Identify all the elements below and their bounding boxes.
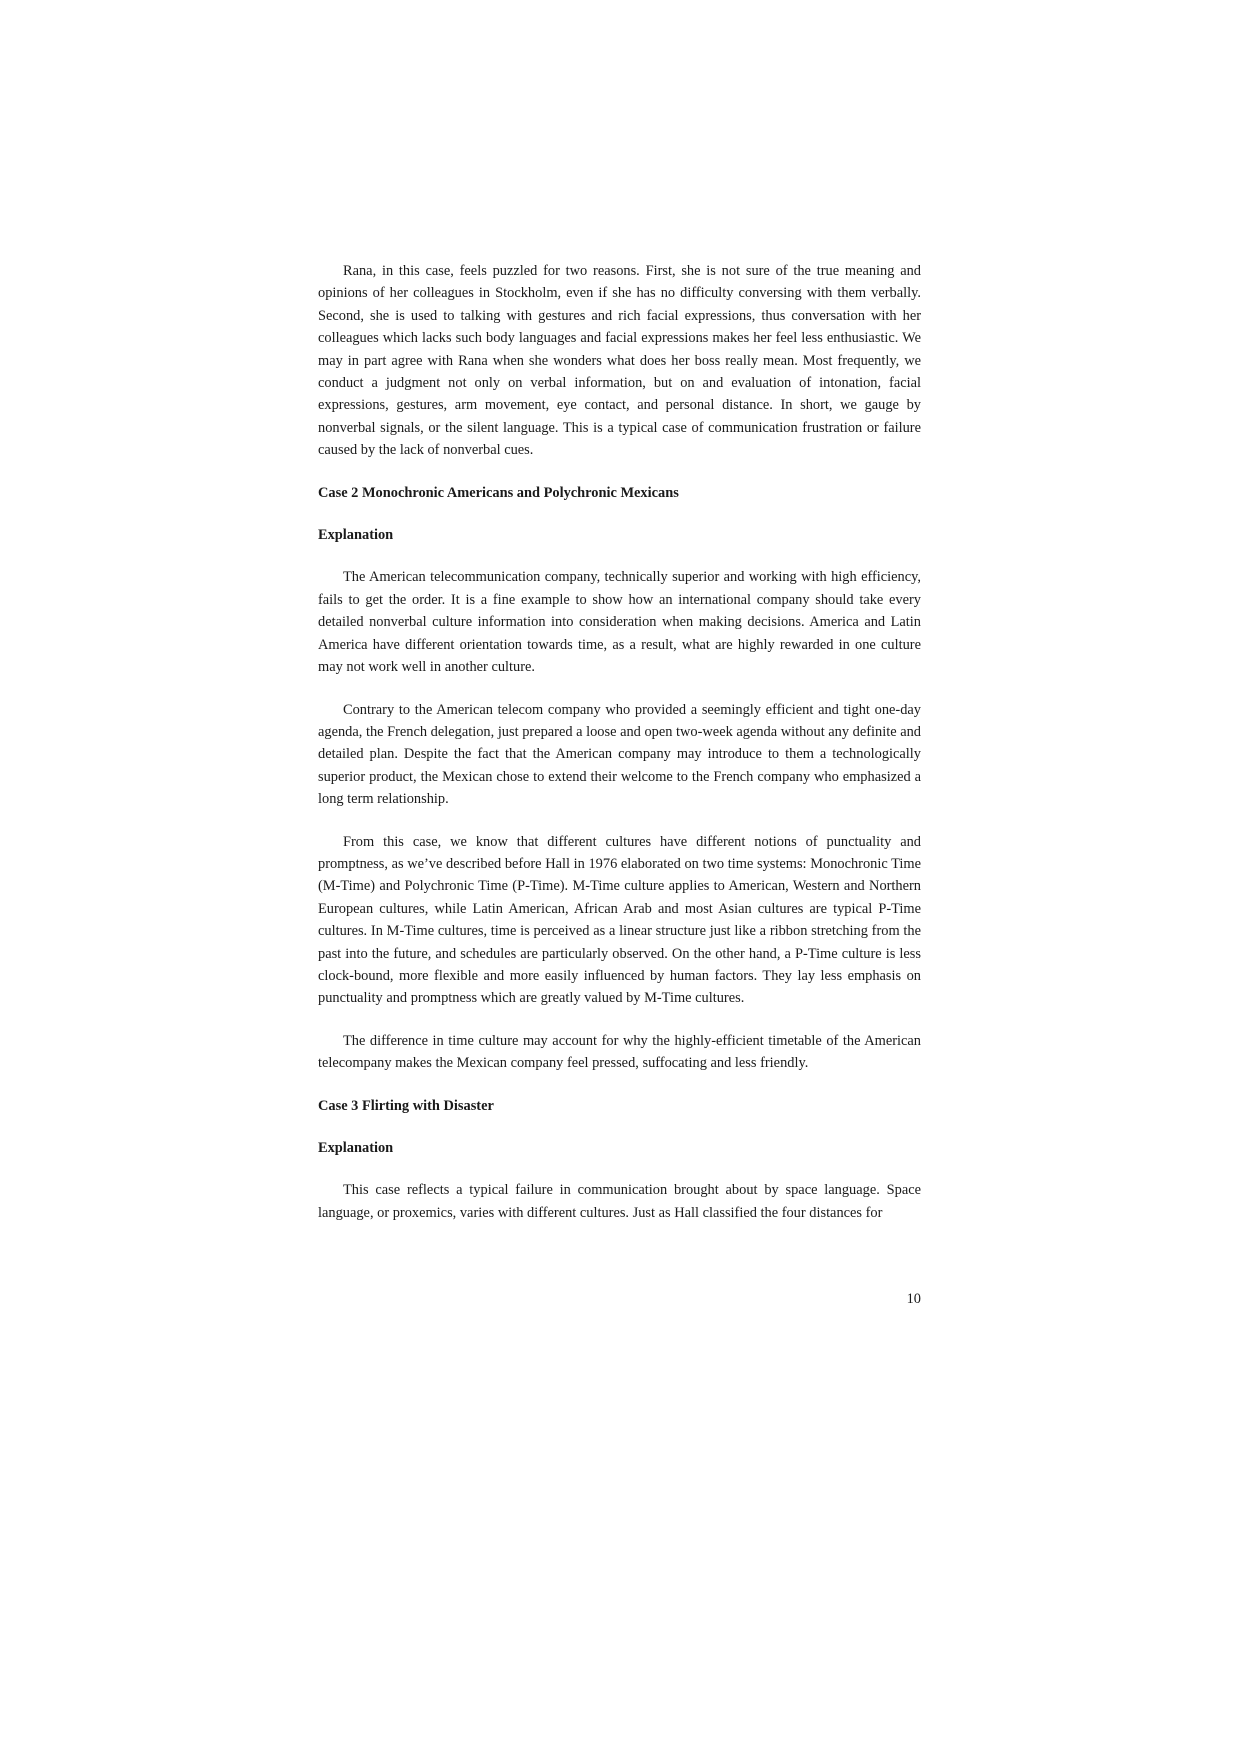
body-paragraph: Rana, in this case, feels puzzled for two reasons. First, she is not sure of the true meaning and opinions of her colleagues in Stockholm, even if she has no difficulty conversing with them verbally. Second, she is used to talking with gestures and rich facial expressions, thus conversation with her colleagues which lacks such body languages and facial expressions makes her feel less enthusiastic. We may in part agree with Rana when she wonders what does her boss really mean. Most frequently, we conduct a judgment not only on verbal information, but on and evaluation of intonation, facial expressions, gestures, arm movement, eye contact, and personal distance. In short, we gauge by nonverbal signals, or the silent language. This is a typical case of communication frustration or failure caused by the lack of nonverbal cues.	[318, 263, 921, 459]
body-paragraph: From this case, we know that different cultures have different notions of punctuality and promptness, as we’ve described before Hall in 1976 elaborated on two time systems: Monochronic Time (M-Time) and Polychronic Time (P-Time). M-Time culture applies to American, Western and Northern European cultures, while Latin American, African Arab and most Asian cultures are typical P-Time cultures. In M-Time cultures, time is perceived as a linear structure just like a ribbon stretching from the past into the future, and schedules are particularly observed. On the other hand, a P-Time culture is less clock-bound, more flexible and more easily influenced by human factors. They lay less emphasis on punctuality and promptness which are greatly valued by M-Time cultures.	[318, 833, 921, 1007]
body-paragraph: Contrary to the American telecom company who provided a seemingly efficient and tight one-day agenda, the French delegation, just prepared a loose and open two-week agenda without any definite and detailed plan. Despite the fact that the American company may introduce to them a technologically superior product, the Mexican chose to extend their welcome to the French company who emphasized a long term relationship.	[318, 701, 921, 808]
paragraph-spacer	[318, 1010, 921, 1030]
explanation-heading: Explanation	[318, 527, 394, 544]
body-paragraph: The difference in time culture may account for why the highly-efficient timetable of the American telecompany makes the Mexican company feel pressed, suffocating and less friendly.	[318, 1032, 921, 1072]
case-heading: Case 3 Flirting with Disaster	[318, 1097, 494, 1114]
body-paragraph: This case reflects a typical failure in communication brought about by space language. Space language, or proxemics, varies with different cultures. Just as Hall classified the four distances for	[318, 1182, 921, 1221]
paragraph-spacer	[318, 1117, 921, 1137]
document-page	[318, 260, 921, 1224]
explanation-heading: Explanation	[318, 1140, 394, 1156]
paragraph-spacer	[318, 1159, 921, 1179]
page-number: 10	[906, 1291, 921, 1307]
paragraph-spacer	[318, 679, 921, 699]
paragraph-spacer	[318, 462, 921, 482]
case-heading: Case 2 Monochronic Americans and Polychronic Mexicans	[318, 484, 679, 501]
paragraph-spacer	[318, 811, 921, 831]
paragraph-spacer	[318, 546, 921, 566]
paragraph-spacer	[318, 504, 921, 524]
body-paragraph: The American telecommunication company, technically superior and working with high efficiency, fails to get the order. It is a fine example to show how an international company should take every detailed nonverbal culture information into consideration when making decisions. America and Latin America have different orientation towards time, as a result, what are highly rewarded in one culture may not work well in another culture.	[318, 569, 921, 676]
paragraph-spacer	[318, 1075, 921, 1095]
